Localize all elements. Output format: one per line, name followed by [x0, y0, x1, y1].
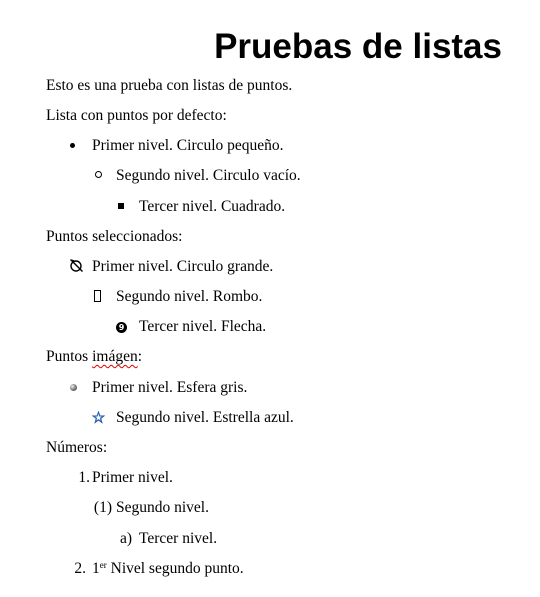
selected-list-heading: Puntos seleccionados: [46, 228, 183, 245]
blue-star-bullet-icon [91, 408, 105, 428]
diamond-bullet-icon [92, 287, 102, 307]
list-item: Tercer nivel. Cuadrado. [139, 198, 286, 215]
image-list-heading: Puntos imágen: [46, 348, 143, 365]
small-circle-bullet-icon [67, 136, 77, 156]
list-item: Segundo nivel. [116, 499, 209, 516]
list-item: Primer nivel. Circulo grande. [92, 258, 274, 275]
intro-paragraph: Esto es una prueba con listas de puntos. [46, 77, 293, 94]
list-item: 1er Nivel segundo punto. [92, 560, 244, 577]
arrow-bullet-icon: 9 [115, 317, 128, 337]
numbers-list-heading: Números: [46, 439, 108, 456]
default-list-heading: Lista con puntos por defecto: [46, 107, 227, 124]
list-number: (1) [93, 499, 112, 516]
misspelled-word: imágen [92, 348, 138, 365]
list-item: Segundo nivel. Circulo vacío. [116, 167, 301, 184]
big-circle-bullet-icon [68, 257, 84, 277]
list-item: Tercer nivel. [139, 530, 218, 547]
empty-circle-bullet-icon [93, 166, 103, 186]
gray-sphere-bullet-icon [68, 378, 79, 398]
list-item: Segundo nivel. Rombo. [116, 288, 263, 305]
list-number: 2. [74, 560, 86, 577]
list-item: Segundo nivel. Estrella azul. [116, 409, 294, 426]
list-item: Primer nivel. Circulo pequeño. [92, 137, 284, 154]
document-title: Pruebas de listas [214, 27, 502, 66]
list-letter: a) [119, 530, 132, 547]
list-number: 1. [78, 469, 90, 486]
list-item: Primer nivel. Esfera gris. [92, 379, 248, 396]
square-bullet-icon [116, 197, 126, 217]
list-item: Tercer nivel. Flecha. [139, 318, 267, 335]
list-item: Primer nivel. [92, 469, 173, 486]
